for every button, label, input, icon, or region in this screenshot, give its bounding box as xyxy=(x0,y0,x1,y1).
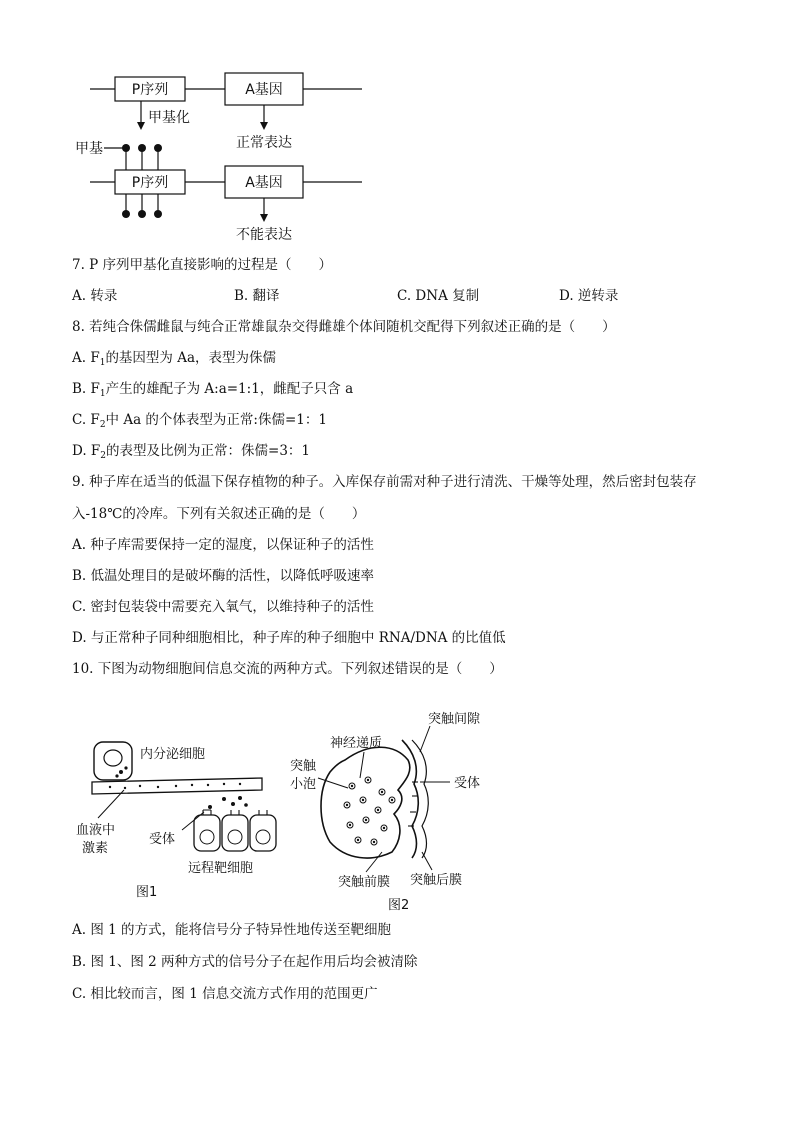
presynaptic-membrane-label: 突触前膜 xyxy=(338,875,391,890)
endocrine-cell-label: 内分泌细胞 xyxy=(140,747,206,762)
q7-option-a: A. 转录 xyxy=(72,288,118,304)
q8-option-d: D. $F_2$的表型及比例为正常：侏儒=3：1 xyxy=(72,443,311,461)
q8-stem: 8. 若纯合侏儒雌鼠与纯合正常雄鼠杂交得雌雄个体间随机交配得下列叙述正确的是（ ） xyxy=(72,319,616,335)
q10-option-c: C. 相比较而言，图 1 信息交流方式作用的范围更广 xyxy=(72,986,378,1002)
q9-option-d: D. 与正常种子同种细胞相比，种子库的种子细胞中 RNA/DNA 的比值低 xyxy=(72,630,506,646)
fig1-receptor-label: 受体 xyxy=(149,832,176,847)
vesicle-label-line1: 突触 xyxy=(290,759,317,774)
figure-1-caption: 图1 xyxy=(136,885,158,900)
q7-option-b: B. 翻译 xyxy=(234,288,280,304)
q9-stem-line1: 9. 种子库在适当的低温下保存植物的种子。入库保存前需对种子进行清洗、干燥等处理，然后密封包装存 xyxy=(72,474,697,490)
q8-option-c: C. $F_2$中 Aa 的个体表型为正常:侏儒=1：1 xyxy=(72,412,327,430)
no-expression-label: 不能表达 xyxy=(236,227,292,243)
postsynaptic-membrane-label: 突触后膜 xyxy=(410,873,463,888)
q10-stem: 10. 下图为动物细胞间信息交流的两种方式。下列叙述错误的是（ ） xyxy=(72,661,503,677)
p-sequence-label-top: P序列 xyxy=(131,82,169,98)
p-sequence-label-bottom: P序列 xyxy=(131,175,169,191)
q9-option-a: A. 种子库需要保持一定的湿度，以保证种子的活性 xyxy=(72,537,374,553)
vesicle-label-line2: 小泡 xyxy=(290,777,317,792)
target-cell-label: 远程靶细胞 xyxy=(188,861,254,876)
a-gene-label-bottom: A基因 xyxy=(245,175,283,191)
fig2-receptor-label: 受体 xyxy=(454,776,481,791)
a-gene-label-top: A基因 xyxy=(245,82,283,98)
q8-option-b: B. $F_1$产生的雄配子为 A:a=1:1，雌配子只含 a xyxy=(72,381,354,399)
q7-option-d: D. 逆转录 xyxy=(559,288,619,304)
q7-stem: 7. P 序列甲基化直接影响的过程是（ ） xyxy=(72,257,333,273)
q7-option-c: C. DNA 复制 xyxy=(397,288,480,304)
q10-option-a: A. 图 1 的方式，能将信号分子特异性地传送至靶细胞 xyxy=(72,922,392,938)
q8-option-a: A. $F_1$的基因型为 Aa，表型为侏儒 xyxy=(72,350,277,368)
normal-expression-label: 正常表达 xyxy=(236,135,292,151)
methylation-label: 甲基化 xyxy=(148,110,190,126)
hormone-label-line2: 激素 xyxy=(82,841,109,856)
hormone-label-line1: 血液中 xyxy=(76,823,116,838)
q9-option-b: B. 低温处理目的是破坏酶的活性，以降低呼吸速率 xyxy=(72,568,375,584)
synaptic-cleft-label: 突触间隙 xyxy=(428,712,481,727)
figure-2-caption: 图2 xyxy=(388,898,410,913)
q9-option-c: C. 密封包装袋中需要充入氧气，以维持种子的活性 xyxy=(72,599,374,615)
q10-option-b: B. 图 1、图 2 两种方式的信号分子在起作用后均会被清除 xyxy=(72,954,418,970)
q9-stem-line2: 入-18℃的冷库。下列有关叙述正确的是（ ） xyxy=(72,506,366,522)
methyl-label: 甲基 xyxy=(75,141,103,157)
neurotransmitter-label: 神经递质 xyxy=(330,736,383,751)
